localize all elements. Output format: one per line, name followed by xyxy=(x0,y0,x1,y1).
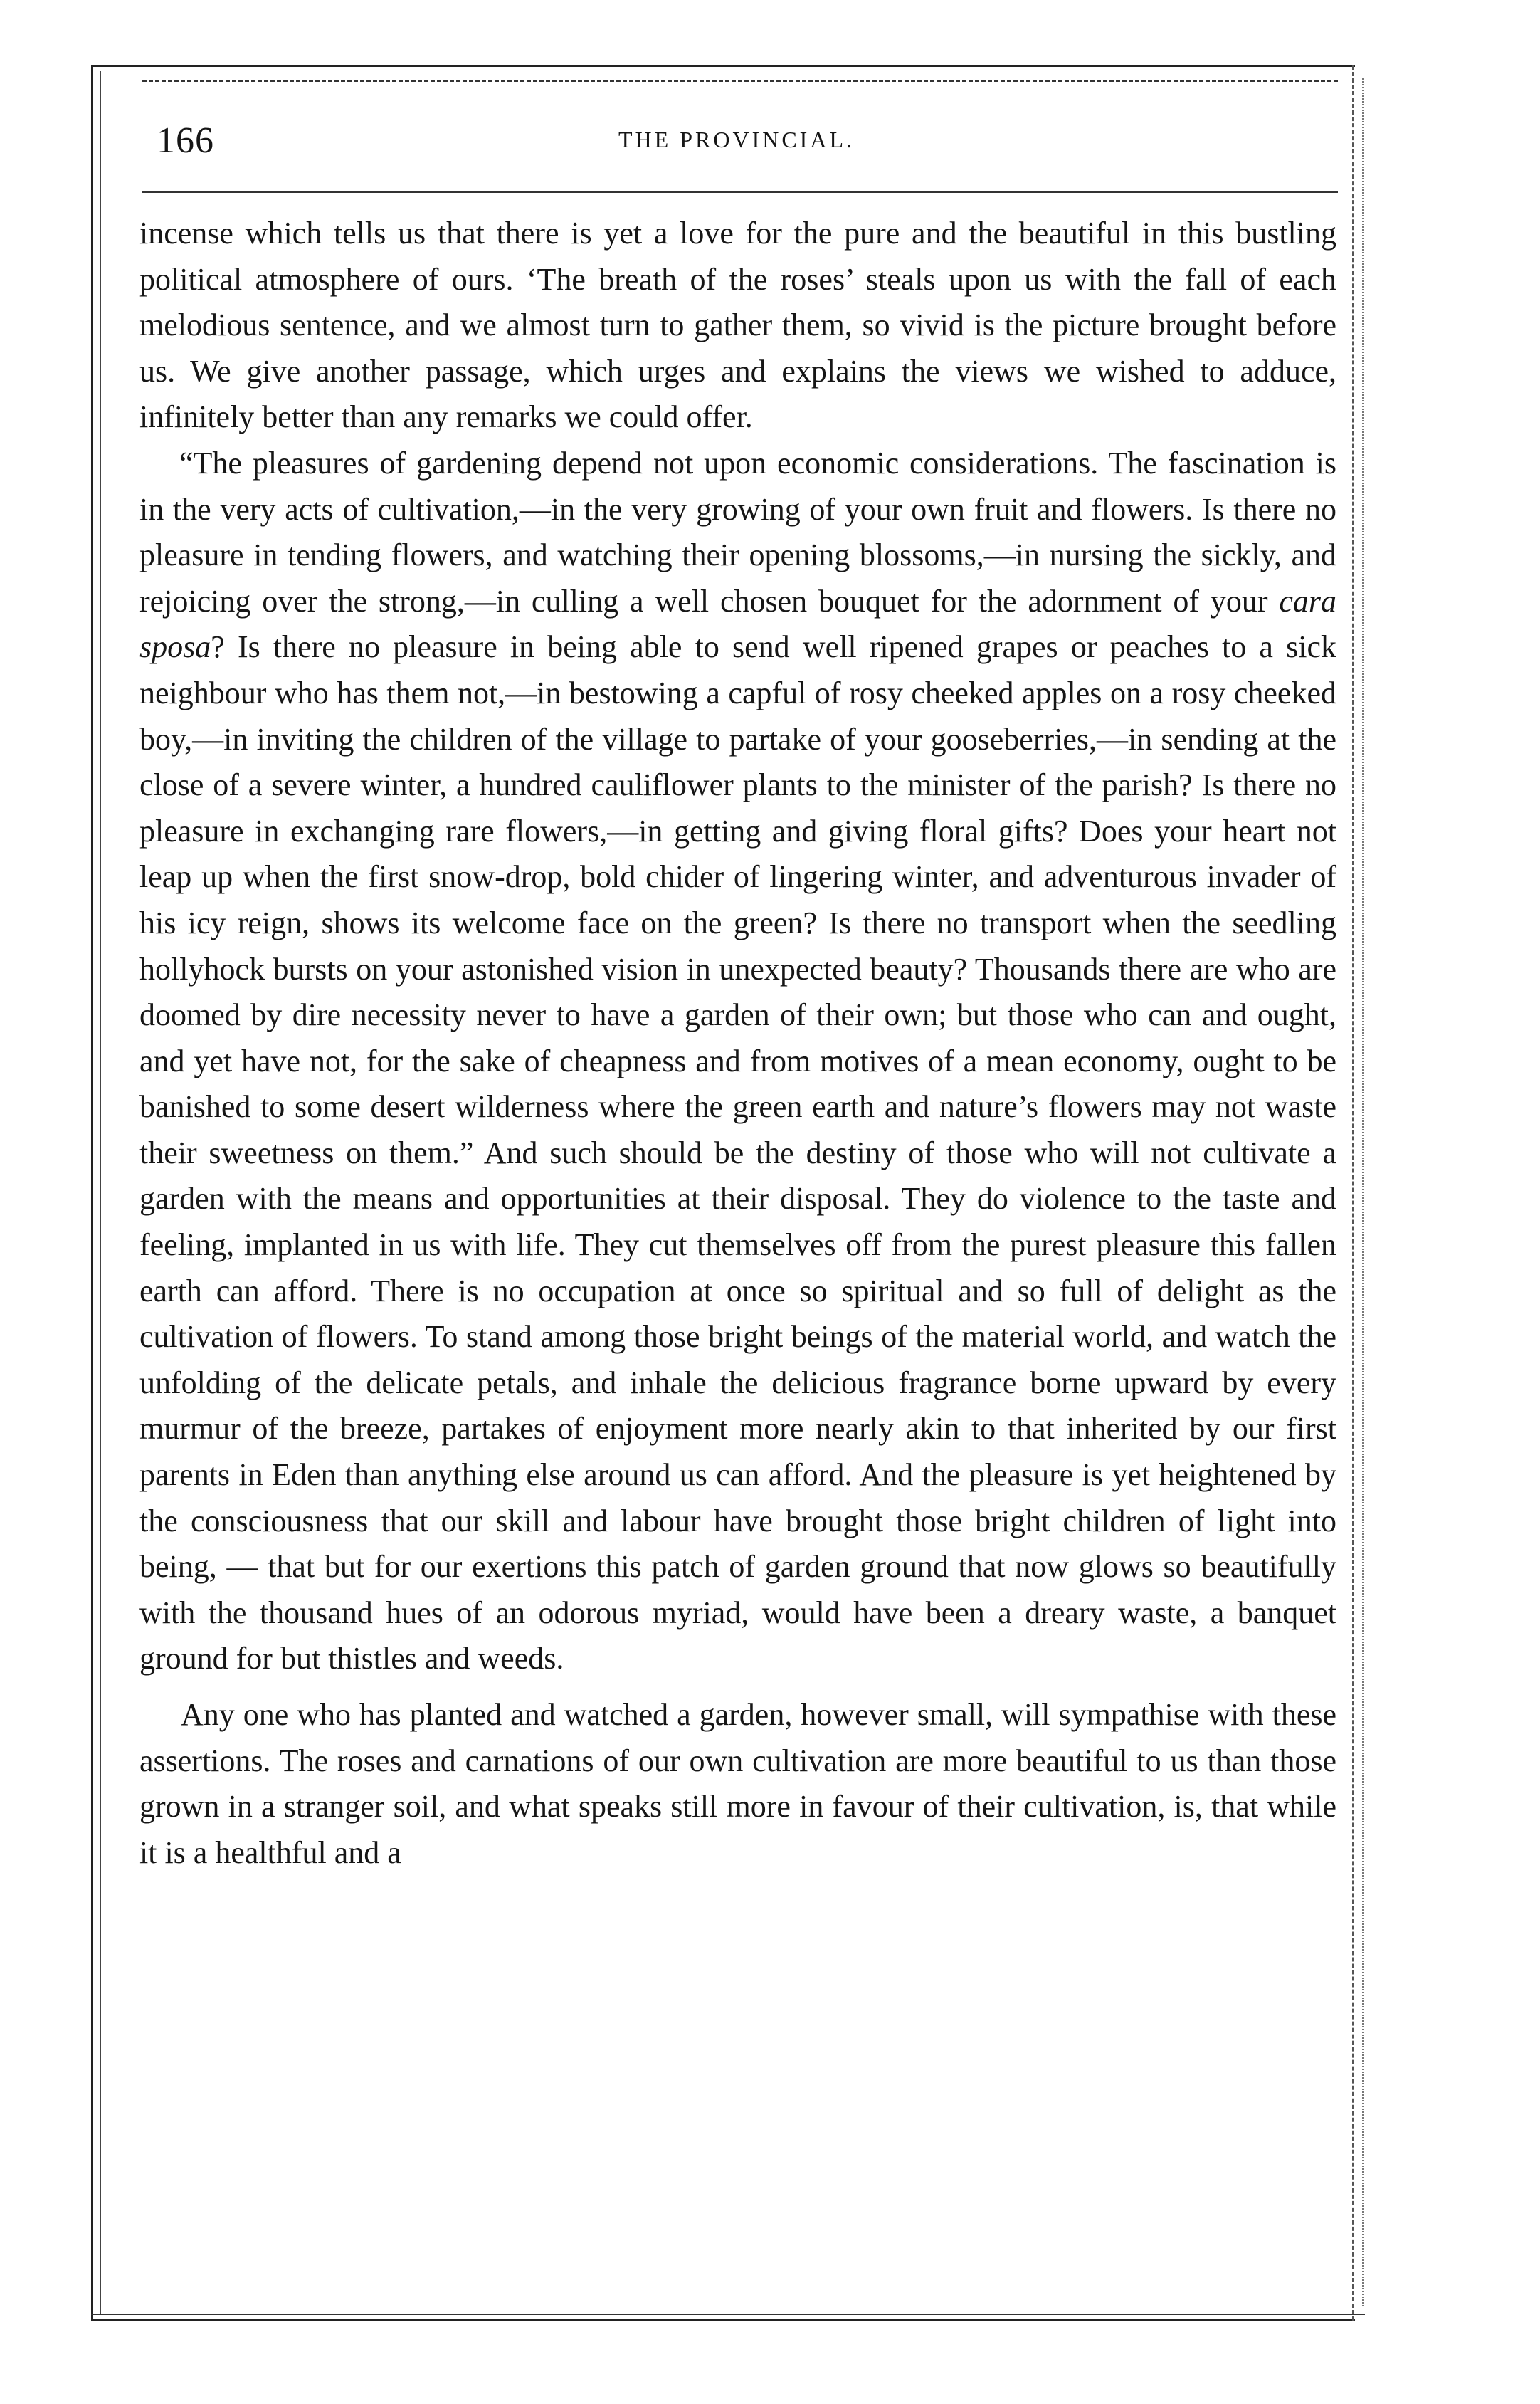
paragraph-2 xyxy=(139,441,1336,1682)
inner-left-rule xyxy=(100,71,101,2314)
paragraph-2-part-1: “The pleasures of gardening depend not upon economic considerations. The fascination is in the very acts of cultivation,—in the very growing of your own fruit and flowers. Is there no pleasure in tending flowers, and watching their opening blossoms,—in nursing the sickly, and rejoicing over the strong,—in culling a well chosen bouquet for the adornment of your xyxy=(139,445,1336,619)
running-head xyxy=(135,120,1338,169)
header-rule xyxy=(142,191,1338,193)
text-body xyxy=(139,211,1336,1876)
journal-title: THE PROVINCIAL. xyxy=(618,127,855,152)
paragraph-3: Any one who has planted and watched a garden, however small, will sympathise with these assertions. The roses and carnations of our own cultivation are more beautiful to us than those grown in a stranger soil, and what speaks still more in favour of their cultivation, is, that while it is a healthful and a xyxy=(139,1697,1336,1870)
paragraph-2-part-2: ? Is there no pleasure in being able to send well ripened grapes or peaches to a sick neighbour who has them not,—in bestowing a capful of rosy cheeked apples on a rosy cheeked boy,—in inviting the children of the village to partake of your gooseberries,—in sending at the close of a severe winter, a hundred cauliflower plants to the minister of the parish? Is there no pleasure in exchanging rare flowers,—in getting and giving floral gifts? Does your heart not leap up when the first snow-drop, bold chider of lingering winter, and adventurous invader of his icy reign, shows its welcome face on the green? Is there no transport when the seedling hollyhock bursts on your astonished vision in unexpected beauty? Thousands there are who are doomed by dire necessity never to have a garden of their own; but those who can and ought, and yet have not, for the sake of cheapness and from motives of a mean economy, ought to be banished to some desert wilderness where the green earth and nature’s flowers may not waste their sweetness on them.” And such should be the destiny of those who will not cultivate a garden with the means and opportunities at their disposal. They do violence to the taste and feeling, implanted in us with life. They cut themselves off from the purest pleasure this fallen earth can afford. There is no occupation at once so spiritual and so full of delight as the cultivation of flowers. To stand among those bright beings of the material world, and watch the unfolding of the delicate petals, and inhale the delicious fragrance borne upward by every murmur of the breeze, partakes of enjoyment more nearly akin to that inherited by our first parents in Eden than anything else around us can afford. And the pleasure is yet heightened by the consciousness that our skill and labour have brought those bright children of light into being, — that but for our exertions this patch of garden ground that now glows so beautifully with the thousand hues of an odorous myriad, would have been a dreary waste, a banquet ground for but thistles and weeds. xyxy=(139,629,1336,1676)
top-dashed-rule xyxy=(142,80,1338,82)
bottom-border-rule xyxy=(91,2314,1365,2315)
italic-phrase: cara sposa xyxy=(139,583,1336,665)
paragraph-1: incense which tells us that there is yet a love for the pure and the beautiful in this bustling political atmosphere of ours. ‘The breath of the roses’ steals upon us with the fall of each melodious sentence, and we almost turn to gather them, so vivid is the picture brought before us. We give another passage, which urges and explains the views we wished to adduce, infinitely better than any remarks we could offer. xyxy=(139,216,1336,435)
right-border-rule xyxy=(1352,65,1354,2321)
right-outer-rule xyxy=(1362,78,1364,2306)
page-number: 166 xyxy=(157,120,214,161)
